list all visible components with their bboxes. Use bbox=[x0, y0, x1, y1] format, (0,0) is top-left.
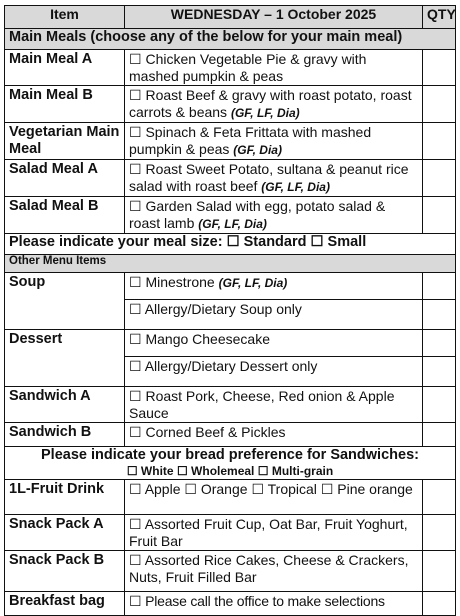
soup-label: Soup bbox=[5, 273, 125, 330]
checkbox-icon[interactable]: ☐ bbox=[257, 464, 269, 478]
soup-diet-tag: (GF, LF, Dia) bbox=[218, 276, 288, 290]
dessert-option-1-text: Mango Cheesecake bbox=[145, 331, 270, 347]
vegetarian-meal-row bbox=[5, 123, 456, 160]
main-meal-b-qty[interactable] bbox=[423, 86, 456, 123]
vegetarian-meal-text: Spinach & Feta Frittata with mashed pumpkin & peas bbox=[129, 124, 372, 157]
salad-meal-a-qty[interactable] bbox=[423, 160, 456, 197]
dessert-option-1-qty[interactable] bbox=[423, 330, 456, 357]
orange-option[interactable]: Orange bbox=[200, 481, 248, 497]
multigrain-bread-option[interactable]: Multi-grain bbox=[271, 464, 334, 478]
sandwich-a-label: Sandwich A bbox=[5, 387, 125, 423]
breakfast-bag-text: Please call the office to make selections bbox=[145, 593, 385, 609]
checkbox-icon[interactable]: ☐ bbox=[129, 124, 142, 140]
checkbox-icon[interactable]: ☐ bbox=[129, 481, 142, 497]
main-meal-a-row bbox=[5, 50, 456, 86]
checkbox-icon[interactable]: ☐ bbox=[129, 161, 142, 177]
checkbox-icon[interactable]: ☐ bbox=[129, 87, 142, 103]
main-meal-b-option[interactable] bbox=[125, 86, 423, 123]
salad-meal-a-row bbox=[5, 160, 456, 197]
snack-pack-b-row bbox=[5, 551, 456, 592]
snack-pack-a-label: Snack Pack A bbox=[5, 515, 125, 551]
vegetarian-meal-label: Vegetarian Main Meal bbox=[5, 123, 125, 160]
salad-meal-b-text: Garden Salad with egg, potato salad & roast lamb bbox=[129, 198, 386, 231]
breakfast-bag-qty[interactable] bbox=[423, 592, 456, 616]
salad-meal-a-label: Salad Meal A bbox=[5, 160, 125, 197]
dessert-option-2[interactable] bbox=[125, 357, 423, 387]
fruit-drink-row bbox=[5, 480, 456, 515]
soup-option-1[interactable] bbox=[125, 273, 423, 300]
meal-size-row bbox=[5, 234, 456, 255]
soup-option-2-qty[interactable] bbox=[423, 300, 456, 330]
main-meal-b-label: Main Meal B bbox=[5, 86, 125, 123]
small-size-option[interactable]: Small bbox=[327, 234, 367, 250]
checkbox-icon[interactable]: ☐ bbox=[226, 234, 240, 250]
sandwich-b-option[interactable] bbox=[125, 423, 423, 447]
bread-preference-options bbox=[9, 464, 451, 479]
snack-pack-a-option[interactable] bbox=[125, 515, 423, 551]
salad-meal-b-option[interactable] bbox=[125, 197, 423, 234]
dessert-option-2-text: Allergy/Dietary Dessert only bbox=[144, 358, 318, 374]
dessert-option-2-qty[interactable] bbox=[423, 357, 456, 387]
white-bread-option[interactable]: White bbox=[140, 464, 174, 478]
dessert-option-1[interactable] bbox=[125, 330, 423, 357]
salad-meal-a-diet-tag: (GF, LF, Dia) bbox=[261, 180, 330, 194]
soup-row-1 bbox=[5, 273, 456, 300]
other-items-section-title: Other Menu Items bbox=[5, 255, 456, 273]
checkbox-icon[interactable]: ☐ bbox=[129, 51, 142, 67]
bread-preference-cell bbox=[5, 447, 456, 480]
snack-pack-b-label: Snack Pack B bbox=[5, 551, 125, 592]
vegetarian-meal-diet-tag: (GF, Dia) bbox=[233, 143, 282, 157]
main-meal-a-qty[interactable] bbox=[423, 50, 456, 86]
salad-meal-b-qty[interactable] bbox=[423, 197, 456, 234]
checkbox-icon[interactable]: ☐ bbox=[129, 388, 142, 404]
fruit-drink-label: 1L-Fruit Drink bbox=[5, 480, 125, 515]
pine-orange-option[interactable]: Pine orange bbox=[337, 481, 413, 497]
checkbox-icon[interactable]: ☐ bbox=[129, 301, 142, 317]
soup-option-2-text: Allergy/Dietary Soup only bbox=[144, 301, 302, 317]
sandwich-b-qty[interactable] bbox=[423, 423, 456, 447]
fruit-drink-qty[interactable] bbox=[423, 480, 456, 515]
checkbox-icon[interactable]: ☐ bbox=[129, 516, 142, 532]
salad-meal-b-label: Salad Meal B bbox=[5, 197, 125, 234]
main-meals-section-title: Main Meals (choose any of the below for your main meal) bbox=[5, 29, 456, 50]
checkbox-icon[interactable]: ☐ bbox=[129, 552, 142, 568]
sandwich-b-label: Sandwich B bbox=[5, 423, 125, 447]
header-row bbox=[5, 6, 456, 29]
qty-column-header: QTY bbox=[423, 6, 456, 29]
snack-pack-a-qty[interactable] bbox=[423, 515, 456, 551]
soup-option-1-text: Minestrone bbox=[145, 274, 215, 290]
standard-size-option[interactable]: Standard bbox=[243, 234, 307, 250]
checkbox-icon[interactable]: ☐ bbox=[129, 358, 142, 374]
salad-meal-b-row bbox=[5, 197, 456, 234]
day-column-header: WEDNESDAY – 1 October 2025 bbox=[125, 6, 423, 29]
breakfast-bag-label: Breakfast bag bbox=[5, 592, 125, 616]
snack-pack-b-option[interactable] bbox=[125, 551, 423, 592]
checkbox-icon[interactable]: ☐ bbox=[129, 274, 142, 290]
apple-option[interactable]: Apple bbox=[144, 481, 181, 497]
wholemeal-bread-option[interactable]: Wholemeal bbox=[191, 464, 255, 478]
other-items-section-row bbox=[5, 255, 456, 273]
bread-preference-title: Please indicate your bread preference for Sandwiches: bbox=[41, 447, 419, 463]
snack-pack-b-text: Assorted Rice Cakes, Cheese & Crackers, Nuts, Fruit Filled Bar bbox=[129, 552, 409, 585]
sandwich-a-option[interactable] bbox=[125, 387, 423, 423]
main-meal-a-text: Chicken Vegetable Pie & gravy with mashed pumpkin & peas bbox=[129, 51, 367, 84]
checkbox-icon[interactable]: ☐ bbox=[129, 424, 142, 440]
checkbox-icon[interactable]: ☐ bbox=[310, 234, 324, 250]
sandwich-a-text: Roast Pork, Cheese, Red onion & Apple Sauce bbox=[129, 388, 395, 421]
main-meal-a-option[interactable] bbox=[125, 50, 423, 86]
dessert-label: Dessert bbox=[5, 330, 125, 387]
meal-size-prompt bbox=[5, 234, 456, 255]
snack-pack-a-text: Assorted Fruit Cup, Oat Bar, Fruit Yoghurt, Fruit Bar bbox=[129, 516, 408, 549]
sandwich-b-row bbox=[5, 423, 456, 447]
main-meal-a-label: Main Meal A bbox=[5, 50, 125, 86]
sandwich-b-text: Corned Beef & Pickles bbox=[145, 424, 286, 440]
main-meal-b-diet-tag: (GF, LF, Dia) bbox=[230, 106, 300, 120]
checkbox-icon[interactable]: ☐ bbox=[126, 464, 138, 478]
salad-meal-b-diet-tag: (GF, LF, Dia) bbox=[198, 217, 267, 231]
menu-order-form bbox=[4, 5, 456, 616]
checkbox-icon[interactable]: ☐ bbox=[251, 481, 264, 497]
checkbox-icon[interactable]: ☐ bbox=[184, 481, 197, 497]
checkbox-icon[interactable]: ☐ bbox=[176, 464, 188, 478]
checkbox-icon[interactable]: ☐ bbox=[129, 331, 142, 347]
checkbox-icon[interactable]: ☐ bbox=[320, 481, 334, 497]
dessert-row-1 bbox=[5, 330, 456, 357]
breakfast-bag-option[interactable] bbox=[125, 592, 423, 616]
salad-meal-a-text: Roast Sweet Potato, sultana & peanut rice salad with roast beef bbox=[129, 161, 409, 194]
main-meal-b-row bbox=[5, 86, 456, 123]
salad-meal-a-option[interactable] bbox=[125, 160, 423, 197]
snack-pack-a-row bbox=[5, 515, 456, 551]
snack-pack-b-qty[interactable] bbox=[423, 551, 456, 592]
vegetarian-meal-qty[interactable] bbox=[423, 123, 456, 160]
meal-size-label: Please indicate your meal size: bbox=[9, 234, 223, 250]
main-meals-section-row bbox=[5, 29, 456, 50]
breakfast-bag-row bbox=[5, 592, 456, 616]
main-meal-b-text: Roast Beef & gravy with roast potato, roast carrots & beans bbox=[129, 87, 412, 120]
checkbox-icon[interactable]: ☐ bbox=[129, 593, 142, 609]
soup-option-1-qty[interactable] bbox=[423, 273, 456, 300]
sandwich-a-row bbox=[5, 387, 456, 423]
item-column-header: Item bbox=[5, 6, 125, 29]
checkbox-icon[interactable]: ☐ bbox=[129, 198, 142, 214]
tropical-option[interactable]: Tropical bbox=[267, 481, 317, 497]
soup-option-2[interactable] bbox=[125, 300, 423, 330]
fruit-drink-options bbox=[125, 480, 423, 515]
bread-preference-row bbox=[5, 447, 456, 480]
vegetarian-meal-option[interactable] bbox=[125, 123, 423, 160]
sandwich-a-qty[interactable] bbox=[423, 387, 456, 423]
